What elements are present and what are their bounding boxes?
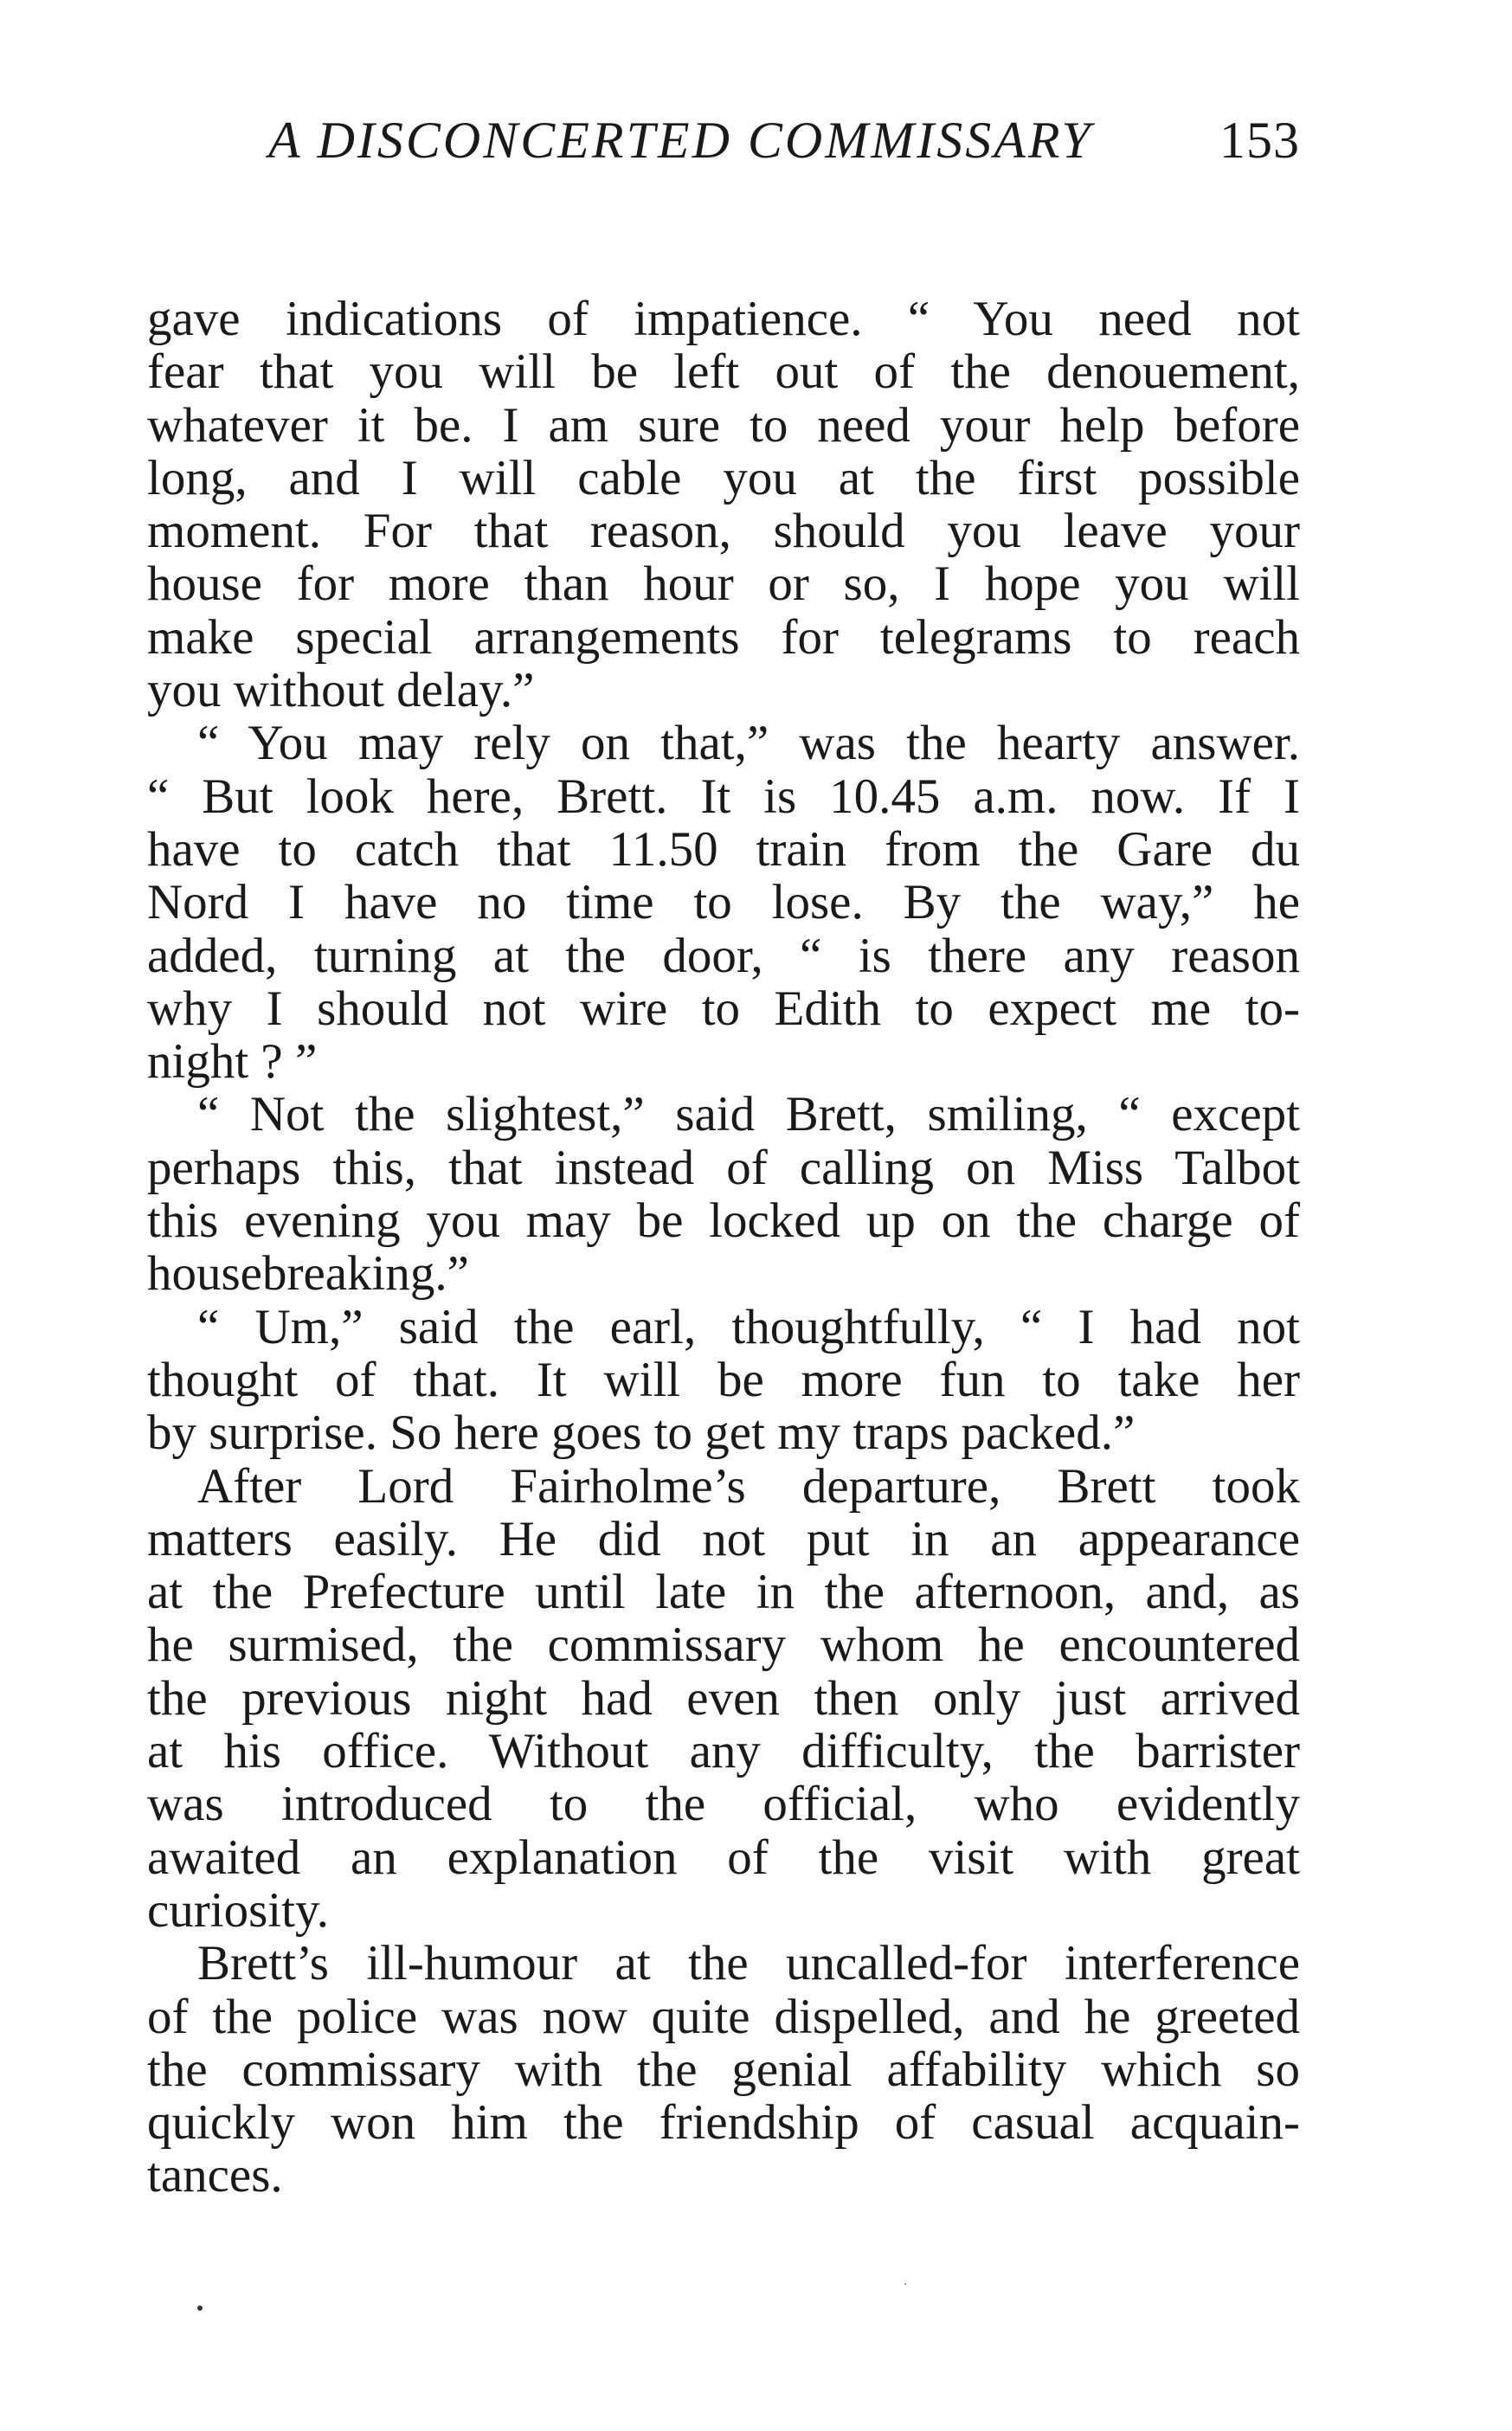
text-line: of the police was now quite dispelled, and he greeted bbox=[147, 1990, 1300, 2043]
text-line: night ? ” bbox=[147, 1035, 318, 1089]
text-line: moment. For that reason, should you leave your bbox=[147, 505, 1300, 558]
text-line: “ You may rely on that,” was the hearty answer. bbox=[197, 717, 1300, 770]
text-line: long, and I will cable you at the first possible bbox=[147, 451, 1300, 505]
text-line: at the Prefecture until late in the afternoon, and, as bbox=[147, 1566, 1300, 1619]
text-line: thought of that. It will be more fun to take her bbox=[147, 1353, 1300, 1407]
text-line: make special arrangements for telegrams to reach bbox=[147, 610, 1300, 665]
text-line: Nord I have no time to lose. By the way,” he bbox=[147, 876, 1300, 929]
running-head bbox=[147, 104, 1300, 177]
text-line: awaited an explanation of the visit with great bbox=[147, 1830, 1300, 1884]
text-line: perhaps this, that instead of calling on Miss Talbot bbox=[147, 1141, 1300, 1195]
text-line: why I should not wire to Edith to expect me to- bbox=[147, 981, 1300, 1036]
text-line: Brett’s ill-humour at the uncalled-for interference bbox=[197, 1937, 1300, 1990]
text-line: housebreaking.” bbox=[147, 1247, 469, 1301]
text-line: at his office. Without any difficulty, the barrister bbox=[147, 1725, 1300, 1778]
text-line: “ Not the slightest,” said Brett, smiling, “ except bbox=[197, 1088, 1300, 1142]
text-line: the previous night had even then only just arrived bbox=[147, 1671, 1300, 1726]
text-line: quickly won him the friendship of casual acquain- bbox=[147, 2096, 1300, 2150]
text-line: was introduced to the official, who evidently bbox=[147, 1778, 1300, 1831]
text-line: gave indications of impatience. “ You need not bbox=[147, 293, 1300, 346]
paper-speck bbox=[197, 2306, 203, 2311]
text-line: “ Um,” said the earl, thoughtfully, “ I had not bbox=[197, 1300, 1300, 1354]
text-line: After Lord Fairholme’s departure, Brett took bbox=[197, 1459, 1300, 1513]
body-text bbox=[147, 293, 1300, 2203]
text-line: he surmised, the commissary whom he encountered bbox=[147, 1618, 1300, 1672]
running-head-title: A DISCONCERTED COMMISSARY bbox=[268, 112, 1093, 169]
text-line: by surprise. So here goes to get my traps packed.” bbox=[147, 1406, 1136, 1460]
text-line: have to catch that 11.50 train from the Gare du bbox=[147, 822, 1300, 877]
text-line: this evening you may be locked up on the charge of bbox=[147, 1194, 1300, 1248]
paper-speck bbox=[904, 2283, 906, 2285]
text-line: “ But look here, Brett. It is 10.45 a.m. now. If I bbox=[147, 769, 1300, 823]
page-number: 153 bbox=[1219, 112, 1300, 169]
text-line: added, turning at the door, “ is there any reason bbox=[147, 929, 1300, 982]
text-line: the commissary with the genial affability which so bbox=[147, 2042, 1300, 2097]
text-line: you without delay.” bbox=[147, 664, 535, 717]
book-page bbox=[147, 104, 1300, 2203]
text-line: whatever it be. I am sure to need your help before bbox=[147, 398, 1300, 452]
text-line: matters easily. He did not put in an appearance bbox=[147, 1512, 1300, 1566]
text-line: tances. bbox=[147, 2149, 283, 2203]
text-line: fear that you will be left out of the denouement, bbox=[147, 345, 1300, 399]
text-line: house for more than hour or so, I hope you will bbox=[147, 557, 1300, 611]
text-line: curiosity. bbox=[147, 1883, 330, 1938]
